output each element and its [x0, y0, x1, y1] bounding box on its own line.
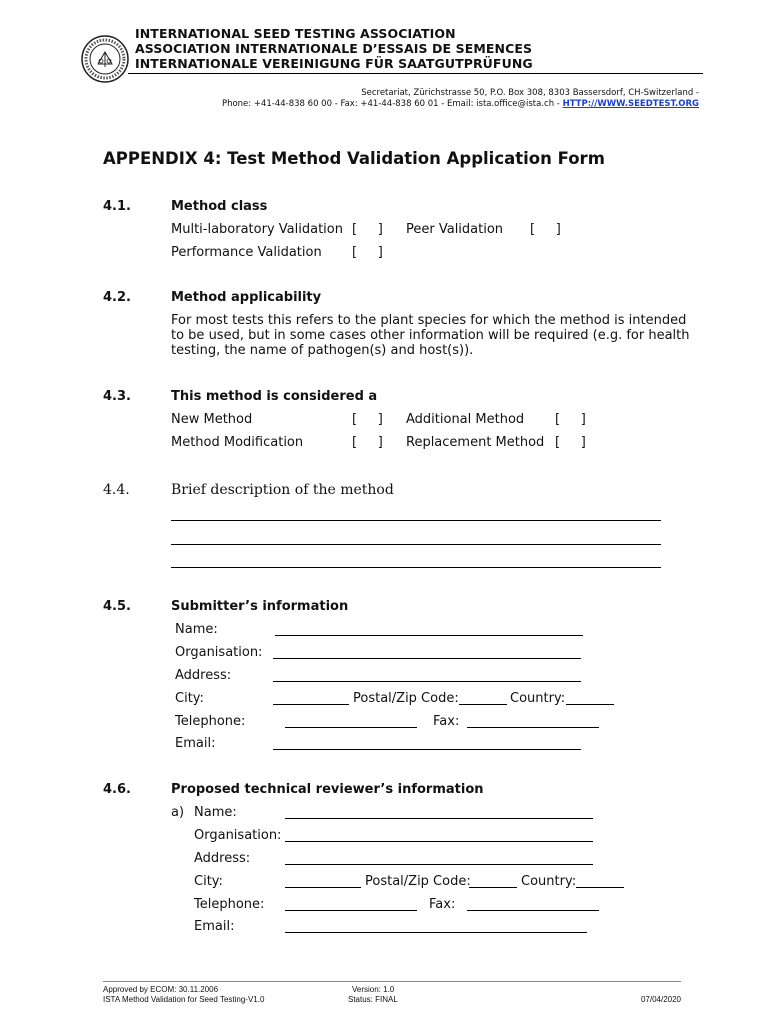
- reviewer-country-label: Country:: [521, 874, 577, 889]
- submitter-postal-field[interactable]: [459, 704, 507, 705]
- footer-approved: Approved by ECOM: 30.11.2006: [103, 985, 219, 994]
- section-4-3-number: 4.3.: [103, 389, 131, 404]
- header-contact: [222, 99, 699, 109]
- reviewer-city-label: City:: [194, 874, 223, 889]
- submitter-phone-field[interactable]: [285, 727, 417, 728]
- page-title: APPENDIX 4: Test Method Validation Application Form: [103, 149, 605, 168]
- description-line-1[interactable]: [171, 520, 661, 521]
- submitter-email-label: Email:: [175, 736, 216, 751]
- submitter-fax-label: Fax:: [433, 714, 460, 729]
- section-4-4-title: Brief description of the method: [171, 482, 394, 498]
- checkbox-additional[interactable]: [ ]: [555, 412, 586, 427]
- reviewer-postal-field[interactable]: [469, 887, 517, 888]
- checkbox-replacement[interactable]: [ ]: [555, 435, 586, 450]
- applicability-text-1: For most tests this refers to the plant species for which the method is intended: [171, 313, 687, 328]
- footer-document: ISTA Method Validation for Seed Testing-V1.0: [103, 995, 265, 1004]
- section-4-6-title: Proposed technical reviewer’s information: [171, 782, 484, 797]
- submitter-name-label: Name:: [175, 622, 218, 637]
- section-4-2-title: Method applicability: [171, 290, 322, 305]
- option-performance-label: Performance Validation: [171, 245, 322, 260]
- option-modification-label: Method Modification: [171, 435, 304, 450]
- description-line-3[interactable]: [171, 567, 661, 568]
- section-4-5-number: 4.5.: [103, 599, 131, 614]
- section-4-6-number: 4.6.: [103, 782, 131, 797]
- reviewer-phone-field[interactable]: [285, 910, 417, 911]
- header-line-1: INTERNATIONAL SEED TESTING ASSOCIATION: [135, 26, 456, 41]
- footer-version: Version: 1.0: [352, 985, 395, 994]
- description-line-2[interactable]: [171, 544, 661, 545]
- submitter-postal-label: Postal/Zip Code:: [353, 691, 459, 706]
- footer-status: Status: FINAL: [348, 995, 398, 1004]
- submitter-country-label: Country:: [510, 691, 566, 706]
- checkbox-modification[interactable]: [ ]: [352, 435, 383, 450]
- ista-logo: [80, 34, 130, 84]
- submitter-fax-field[interactable]: [467, 727, 599, 728]
- applicability-text-3: testing, the name of pathogen(s) and host(s)).: [171, 343, 474, 358]
- section-4-4-number: 4.4.: [103, 482, 130, 498]
- checkbox-new[interactable]: [ ]: [352, 412, 383, 427]
- section-4-1-number: 4.1.: [103, 199, 131, 214]
- option-additional-label: Additional Method: [406, 412, 525, 427]
- checkbox-peer[interactable]: [ ]: [530, 222, 561, 237]
- header-rule: [128, 73, 703, 74]
- section-4-1-title: Method class: [171, 199, 268, 214]
- submitter-org-field[interactable]: [273, 658, 581, 659]
- submitter-country-field[interactable]: [566, 704, 614, 705]
- section-4-3-title: This method is considered a: [171, 389, 378, 404]
- submitter-org-label: Organisation:: [175, 645, 263, 660]
- submitter-address-label: Address:: [175, 668, 232, 683]
- reviewer-address-field[interactable]: [285, 864, 593, 865]
- reviewer-country-field[interactable]: [576, 887, 624, 888]
- footer-rule: [103, 981, 681, 982]
- submitter-city-field[interactable]: [273, 704, 349, 705]
- footer-date: 07/04/2020: [640, 995, 681, 1004]
- reviewer-address-label: Address:: [194, 851, 251, 866]
- website-link[interactable]: HTTP://WWW.SEEDTEST.ORG: [562, 99, 699, 109]
- option-replacement-label: Replacement Method: [406, 435, 545, 450]
- option-peer-label: Peer Validation: [406, 222, 504, 237]
- reviewer-phone-label: Telephone:: [194, 897, 265, 912]
- header-contact-text: Phone: +41-44-838 60 00 - Fax: +41-44-838 60 01 - Email: ista.office@ista.ch -: [221, 99, 563, 109]
- reviewer-email-label: Email:: [194, 919, 235, 934]
- reviewer-city-field[interactable]: [285, 887, 361, 888]
- section-4-2-number: 4.2.: [103, 290, 131, 305]
- reviewer-postal-label: Postal/Zip Code:: [365, 874, 471, 889]
- header-line-3: INTERNATIONALE VEREINIGUNG FÜR SAATGUTPRÜFUNG: [135, 56, 533, 71]
- checkbox-multi-lab[interactable]: [ ]: [352, 222, 383, 237]
- submitter-city-label: City:: [175, 691, 204, 706]
- submitter-address-field[interactable]: [273, 681, 581, 682]
- header-address: Secretariat, Zürichstrasse 50, P.O. Box 308, 8303 Bassersdorf, CH-Switzerland -: [361, 88, 699, 98]
- submitter-email-field[interactable]: [273, 749, 581, 750]
- reviewer-fax-field[interactable]: [467, 910, 599, 911]
- option-multi-lab-label: Multi-laboratory Validation: [171, 222, 343, 237]
- reviewer-name-label: Name:: [194, 805, 237, 820]
- header-line-2: ASSOCIATION INTERNATIONALE D’ESSAIS DE SEMENCES: [135, 41, 533, 56]
- submitter-name-field[interactable]: [275, 635, 583, 636]
- reviewer-org-field[interactable]: [285, 841, 593, 842]
- reviewer-org-label: Organisation:: [194, 828, 282, 843]
- section-4-5-title: Submitter’s information: [171, 599, 349, 614]
- checkbox-performance[interactable]: [ ]: [352, 245, 383, 260]
- submitter-phone-label: Telephone:: [175, 714, 246, 729]
- reviewer-email-field[interactable]: [285, 932, 587, 933]
- reviewer-name-field[interactable]: [285, 818, 593, 819]
- reviewer-fax-label: Fax:: [429, 897, 456, 912]
- reviewer-marker: a): [171, 805, 185, 820]
- option-new-label: New Method: [171, 412, 253, 427]
- applicability-text-2: to be used, but in some cases other information will be required (e.g. for health: [171, 328, 690, 343]
